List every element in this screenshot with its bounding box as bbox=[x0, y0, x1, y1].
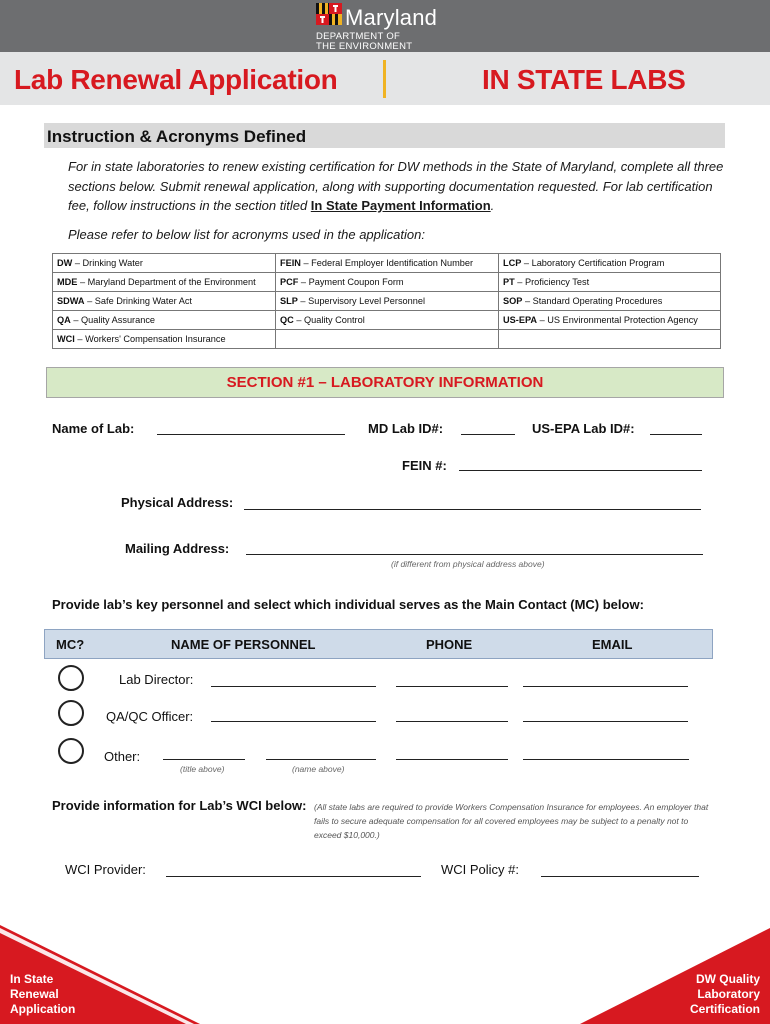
acronym-row bbox=[53, 330, 721, 349]
acronym-definition: – Quality Control bbox=[293, 315, 365, 325]
footer-left-line1: In State bbox=[10, 972, 54, 986]
acronym-abbr: WCI bbox=[57, 334, 75, 344]
payment-info-link[interactable]: In State Payment Information bbox=[310, 198, 491, 213]
other-title-field[interactable] bbox=[163, 759, 245, 760]
acronym-definition: – Workers' Compensation Insurance bbox=[74, 334, 226, 344]
fein-field[interactable] bbox=[459, 470, 702, 471]
wci-prompt: Provide information for Lab’s WCI below: bbox=[52, 798, 307, 813]
acronym-cell bbox=[53, 273, 276, 292]
logo-wordmark: Maryland bbox=[345, 5, 438, 30]
acronym-cell bbox=[53, 311, 276, 330]
wci-note: (All state labs are required to provide Workers Compensation Insurance for employees. An employer that fails to secure adequate compensation for all covered employees may be subject to a penalty not to exceed $10,000.) bbox=[314, 802, 709, 840]
acronym-abbr: FEIN bbox=[280, 258, 301, 268]
other-name-field[interactable] bbox=[266, 759, 376, 760]
instruction-heading: Instruction & Acronyms Defined bbox=[47, 127, 307, 146]
acronym-abbr: MDE bbox=[57, 277, 78, 287]
lab-director-name-field[interactable] bbox=[211, 686, 376, 687]
acronym-cell bbox=[499, 273, 721, 292]
us-epa-lab-id-field[interactable] bbox=[650, 434, 702, 435]
acronym-abbr: DW bbox=[57, 258, 73, 268]
footer-right-text bbox=[680, 972, 760, 1017]
acronym-cell bbox=[499, 292, 721, 311]
md-lab-id-field[interactable] bbox=[461, 434, 515, 435]
acronym-definition: – Standard Operating Procedures bbox=[522, 296, 663, 306]
role-qa-qc: QA/QC Officer: bbox=[106, 709, 194, 724]
wci-policy-field[interactable] bbox=[541, 876, 699, 877]
acronym-abbr: US-EPA bbox=[503, 315, 538, 325]
physical-address-label: Physical Address: bbox=[121, 495, 234, 510]
acronym-cell bbox=[276, 254, 499, 273]
acronym-definition: – Payment Coupon Form bbox=[298, 277, 404, 287]
md-lab-id-label: MD Lab ID#: bbox=[368, 421, 444, 436]
footer-left-text bbox=[10, 972, 75, 1017]
mailing-address-field[interactable] bbox=[246, 554, 703, 555]
acronym-cell bbox=[276, 330, 499, 349]
acronym-cell bbox=[499, 311, 721, 330]
mailing-address-label: Mailing Address: bbox=[125, 541, 230, 556]
acronym-definition: – Safe Drinking Water Act bbox=[84, 296, 192, 306]
name-of-lab-field[interactable] bbox=[157, 434, 345, 435]
instruction-text-end: . bbox=[490, 198, 495, 213]
acronym-table bbox=[52, 253, 721, 349]
fein-label: FEIN #: bbox=[402, 458, 447, 473]
other-phone-field[interactable] bbox=[396, 759, 508, 760]
acronym-definition: – Proficiency Test bbox=[514, 277, 590, 287]
footer-left-line2: Renewal bbox=[10, 987, 59, 1001]
acronym-definition: – US Environmental Protection Agency bbox=[537, 315, 698, 325]
wci-provider-label: WCI Provider: bbox=[65, 862, 146, 877]
qa-qc-email-field[interactable] bbox=[523, 721, 688, 722]
qa-qc-phone-field[interactable] bbox=[396, 721, 508, 722]
acronym-abbr: PT bbox=[503, 277, 515, 287]
logo-sub-line2: THE ENVIRONMENT bbox=[316, 41, 413, 52]
footer-right-line2: Laboratory bbox=[697, 987, 760, 1001]
maryland-flag-icon bbox=[316, 3, 342, 25]
physical-address-field[interactable] bbox=[244, 509, 701, 510]
acronym-cell bbox=[276, 311, 499, 330]
acronym-row bbox=[53, 311, 721, 330]
acronym-abbr: QA bbox=[57, 315, 71, 325]
col-email: EMAIL bbox=[592, 637, 633, 652]
lab-director-email-field[interactable] bbox=[523, 686, 688, 687]
wci-policy-label: WCI Policy #: bbox=[441, 862, 520, 877]
page-subtitle: IN STATE LABS bbox=[482, 64, 686, 95]
name-above-note: (name above) bbox=[292, 764, 345, 774]
acronym-row bbox=[53, 254, 721, 273]
acronym-row bbox=[53, 292, 721, 311]
us-epa-lab-id-label: US-EPA Lab ID#: bbox=[532, 421, 635, 436]
title-above-note: (title above) bbox=[180, 764, 225, 774]
acronym-abbr: SDWA bbox=[57, 296, 85, 306]
mailing-address-note: (if different from physical address above) bbox=[391, 559, 545, 569]
col-mc: MC? bbox=[56, 637, 85, 652]
acronym-abbr: PCF bbox=[280, 277, 299, 287]
acronym-definition: – Drinking Water bbox=[72, 258, 143, 268]
acronym-intro: Please refer to below list for acronyms used in the application: bbox=[68, 227, 425, 242]
title-divider bbox=[383, 60, 386, 98]
role-lab-director: Lab Director: bbox=[119, 672, 194, 687]
logo-sub-line1: DEPARTMENT OF bbox=[316, 31, 401, 42]
acronym-row bbox=[53, 273, 721, 292]
acronym-cell bbox=[276, 292, 499, 311]
section1-heading: SECTION #1 – LABORATORY INFORMATION bbox=[226, 374, 544, 391]
acronym-cell bbox=[53, 330, 276, 349]
acronym-cell bbox=[53, 292, 276, 311]
acronym-cell bbox=[53, 254, 276, 273]
col-name: NAME OF PERSONNEL bbox=[171, 637, 316, 652]
col-phone: PHONE bbox=[426, 637, 473, 652]
mc-radio-other[interactable] bbox=[58, 738, 84, 764]
personnel-prompt: Provide lab’s key personnel and select which individual serves as the Main Contact (MC) below: bbox=[52, 597, 644, 612]
lab-director-phone-field[interactable] bbox=[396, 686, 508, 687]
acronym-cell bbox=[499, 330, 721, 349]
acronym-abbr: LCP bbox=[503, 258, 522, 268]
acronym-abbr: SOP bbox=[503, 296, 523, 306]
page-title: Lab Renewal Application bbox=[14, 64, 338, 95]
acronym-abbr: SLP bbox=[280, 296, 298, 306]
footer-right-line1: DW Quality bbox=[695, 972, 760, 986]
other-email-field[interactable] bbox=[523, 759, 689, 760]
acronym-abbr: QC bbox=[280, 315, 294, 325]
instruction-text: For in state laboratories to renew existing certification for DW methods in the State of Maryland, complete all three sections below. Submit renewal application, along with supporting documentation requested. For lab certification fee, follow instructions in the section titled bbox=[68, 159, 724, 213]
acronym-definition: – Quality Assurance bbox=[70, 315, 156, 325]
acronym-cell bbox=[499, 254, 721, 273]
wci-provider-field[interactable] bbox=[166, 876, 421, 877]
name-of-lab-label: Name of Lab: bbox=[52, 421, 135, 436]
acronym-definition: – Laboratory Certification Program bbox=[521, 258, 665, 268]
mc-radio-lab-director[interactable] bbox=[58, 665, 84, 691]
acronym-definition: – Supervisory Level Personnel bbox=[297, 296, 426, 306]
role-other: Other: bbox=[104, 749, 141, 764]
mc-radio-qa-qc[interactable] bbox=[58, 700, 84, 726]
acronym-definition: – Maryland Department of the Environment bbox=[77, 277, 256, 287]
footer-right-line3: Certification bbox=[689, 1002, 760, 1016]
logo-subtitle bbox=[316, 32, 412, 52]
acronym-cell bbox=[276, 273, 499, 292]
acronym-definition: – Federal Employer Identification Number bbox=[300, 258, 474, 268]
instruction-paragraph bbox=[68, 157, 733, 216]
footer-left-line3: Application bbox=[10, 1002, 76, 1016]
qa-qc-name-field[interactable] bbox=[211, 721, 376, 722]
